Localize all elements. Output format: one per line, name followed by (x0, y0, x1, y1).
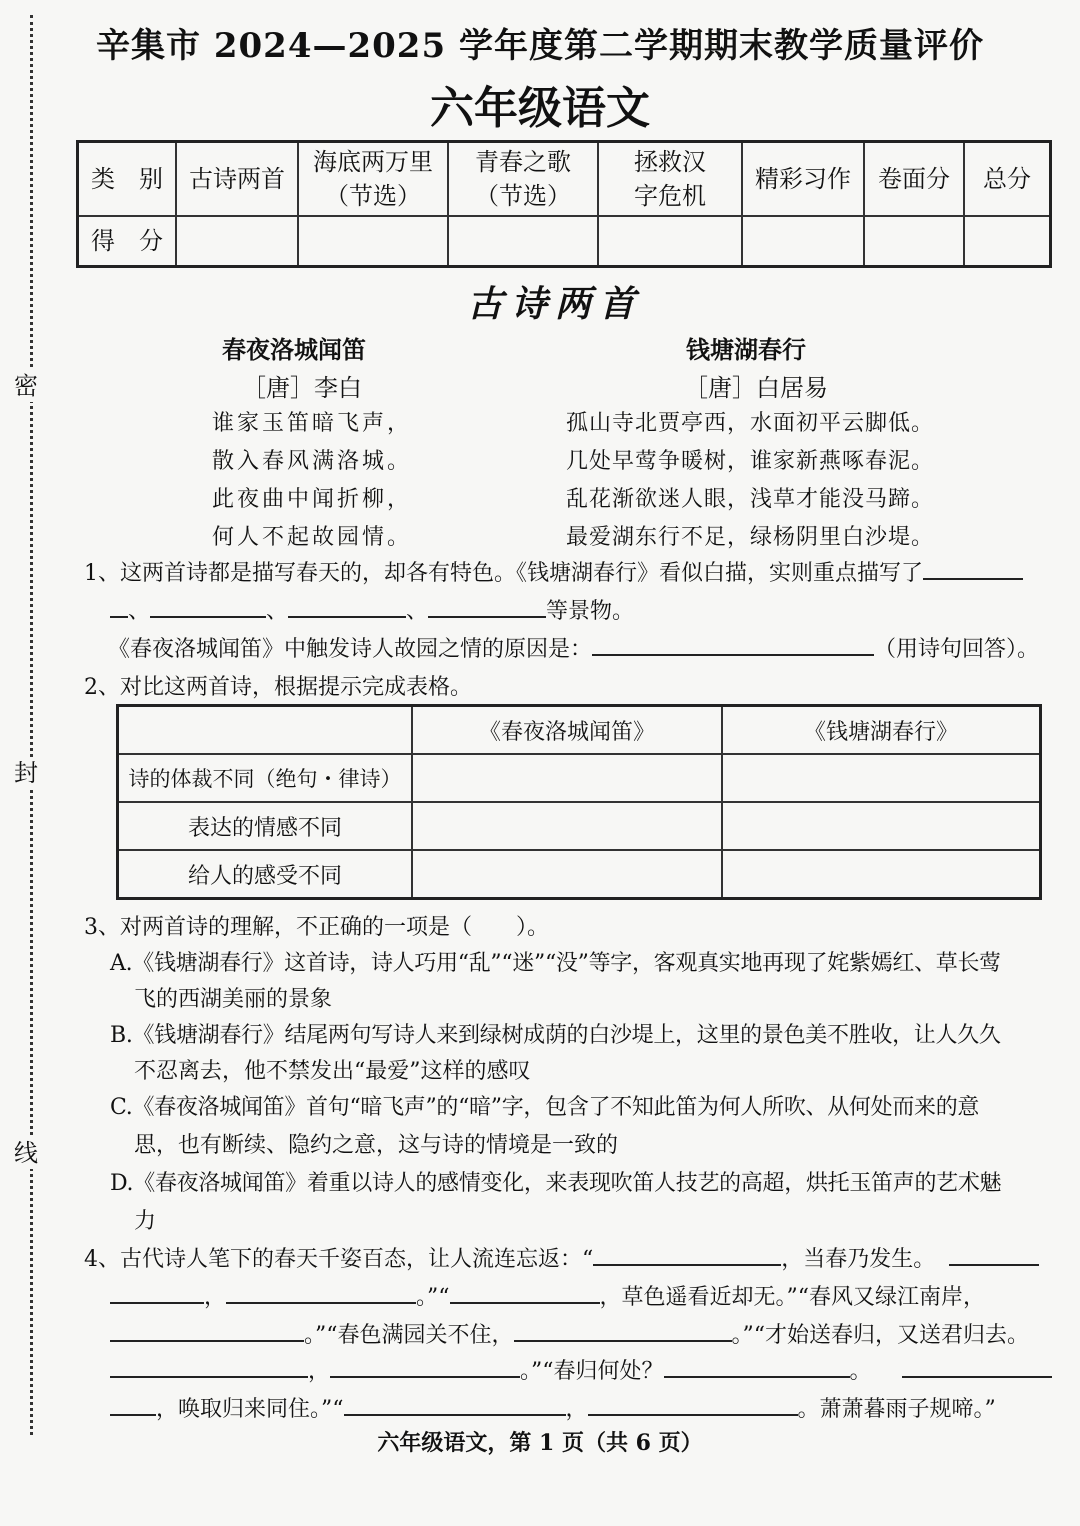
poem2-title: 钱塘湖春行 (686, 335, 806, 364)
poem2-line: 最爱湖东行不足，绿杨阴里白沙堤。 (566, 525, 935, 550)
poem1-line: 散入春风满洛城。 (212, 449, 413, 474)
cmp-header-poem1: 《春夜洛城闻笛》 (412, 706, 722, 755)
score-row-label: 得 分 (78, 216, 177, 267)
answer-blank[interactable] (428, 594, 546, 618)
answer-blank[interactable] (344, 1392, 566, 1416)
cmp-row-label: 给人的感受不同 (118, 850, 413, 899)
score-header-20000-leagues: 海底两万里 （节选） (298, 142, 448, 217)
option-d: D.《春夜洛城闻笛》着重以诗人的感情变化，来表现吹笛人技艺的高超，烘托玉笛声的艺术魅 (110, 1171, 1002, 1196)
score-header-category: 类 别 (78, 142, 177, 217)
option-a: A.《钱塘湖春行》这首诗，诗人巧用“乱”“迷”“没”等字，客观真实地再现了姹紫嫣红、草长莺 (110, 951, 1001, 976)
option-d-cont: 力 (134, 1209, 157, 1234)
poem1-line: 何人不起故园情。 (212, 525, 413, 550)
answer-blank[interactable] (949, 1242, 1039, 1266)
score-cell[interactable] (598, 216, 742, 267)
binding-dotted-line (30, 15, 33, 1435)
poem1-author: ［唐］李白 (242, 374, 362, 402)
score-header-neatness: 卷面分 (864, 142, 964, 217)
score-cell[interactable] (864, 216, 964, 267)
answer-blank[interactable] (450, 1280, 600, 1304)
option-b-cont: 不忍离去，他不禁发出“最爱”这样的感叹 (134, 1059, 531, 1084)
question-4-line5: ，唤取归来同住。”“ ， 。萧萧暮雨子规啼。” (110, 1392, 996, 1423)
option-b: B.《钱塘湖春行》结尾两句写诗人来到绿树成荫的白沙堤上，这里的景色美不胜收，让人久久 (110, 1023, 1001, 1048)
poem1-title: 春夜洛城闻笛 (222, 335, 366, 364)
cmp-answer-cell[interactable] (722, 850, 1041, 899)
score-header-composition: 精彩习作 (742, 142, 864, 217)
option-c-cont: 思，也有断续、隐约之意，这与诗的情境是一致的 (134, 1133, 619, 1158)
score-header-total: 总分 (964, 142, 1051, 217)
binding-mark-xian: 线 (14, 1139, 38, 1167)
question-2: 2、对比这两首诗，根据提示完成表格。 (84, 675, 472, 700)
score-cell[interactable] (176, 216, 298, 267)
option-c: C.《春夜洛城闻笛》首句“暗飞声”的“暗”字，包含了不知此笛为何人所吹、从何处而来的意 (110, 1095, 980, 1120)
question-4-line3: 。”“春色满园关不住， 。”“才始送春归，又送君归去。 (110, 1318, 1029, 1349)
answer-blank[interactable] (110, 1318, 304, 1342)
binding-mark-feng: 封 (14, 759, 38, 787)
exam-subject: 六年级语文 (430, 83, 650, 134)
cmp-header-empty (118, 706, 413, 755)
poem2-line: 孤山寺北贾亭西，水面初平云脚低。 (566, 411, 935, 436)
answer-blank[interactable] (288, 594, 406, 618)
question-4-line2: ， 。”“ ，草色遥看近却无。”“春风又绿江南岸， (110, 1280, 985, 1311)
answer-blank[interactable] (514, 1318, 732, 1342)
score-header-song-of-youth: 青春之歌 （节选） (448, 142, 598, 217)
poem2-line: 乱花渐欲迷人眼，浅草才能没马蹄。 (566, 487, 935, 512)
cmp-row-label: 诗的体裁不同（绝句・律诗） (118, 754, 413, 802)
question-1-line2: 、 、 、 等景物。 (110, 594, 634, 625)
score-table (76, 140, 1052, 268)
answer-blank[interactable] (588, 1392, 798, 1416)
binding-mark-mi: 密 (14, 372, 38, 400)
answer-blank[interactable] (110, 1280, 204, 1304)
section-title: 古诗两首 (466, 283, 643, 325)
exam-title: 辛集市 2024—2025 学年度第二学期期末教学质量评价 (96, 26, 984, 66)
score-cell[interactable] (964, 216, 1051, 267)
cmp-row-label: 表达的情感不同 (118, 802, 413, 850)
answer-blank[interactable] (923, 556, 1023, 580)
question-4-line4: ， 。”“春归何处？ 。 (110, 1354, 1052, 1385)
question-1-line3: 《春夜洛城闻笛》中触发诗人故园之情的原因是： （用诗句回答）。 (108, 632, 1039, 663)
answer-blank[interactable] (664, 1354, 850, 1378)
answer-blank[interactable] (330, 1354, 520, 1378)
poem2-line: 几处早莺争暖树，谁家新燕啄春泥。 (566, 449, 935, 474)
answer-blank[interactable] (150, 594, 266, 618)
answer-blank[interactable] (592, 632, 874, 656)
question-4: 4、古代诗人笔下的春天千姿百态，让人流连忘返：“ ，当春乃发生。 (84, 1242, 1039, 1273)
question-3: 3、对两首诗的理解，不正确的一项是（ ）。 (84, 915, 549, 940)
cmp-answer-cell[interactable] (722, 802, 1041, 850)
option-a-cont: 飞的西湖美丽的景象 (134, 987, 333, 1012)
poem1-line: 此夜曲中闻折柳， (212, 487, 413, 512)
answer-blank[interactable] (110, 1354, 308, 1378)
score-cell[interactable] (298, 216, 448, 267)
score-header-save-characters: 拯救汉 字危机 (598, 142, 742, 217)
answer-blank[interactable] (110, 1392, 156, 1416)
cmp-answer-cell[interactable] (412, 754, 722, 802)
poem1-line: 谁家玉笛暗飞声， (212, 411, 413, 436)
page-footer: 六年级语文，第 1 页（共 6 页） (377, 1430, 703, 1456)
poem2-author: ［唐］白居易 (684, 374, 828, 402)
comparison-table (116, 704, 1042, 900)
cmp-header-poem2: 《钱塘湖春行》 (722, 706, 1041, 755)
answer-blank[interactable] (110, 594, 128, 618)
answer-blank[interactable] (226, 1280, 416, 1304)
answer-blank[interactable] (902, 1354, 1052, 1378)
cmp-answer-cell[interactable] (412, 802, 722, 850)
answer-blank[interactable] (593, 1242, 781, 1266)
score-cell[interactable] (742, 216, 864, 267)
score-cell[interactable] (448, 216, 598, 267)
cmp-answer-cell[interactable] (722, 754, 1041, 802)
score-header-poems: 古诗两首 (176, 142, 298, 217)
cmp-answer-cell[interactable] (412, 850, 722, 899)
question-1: 1、这两首诗都是描写春天的，却各有特色。《钱塘湖春行》看似白描，实则重点描写了 (84, 556, 1023, 587)
